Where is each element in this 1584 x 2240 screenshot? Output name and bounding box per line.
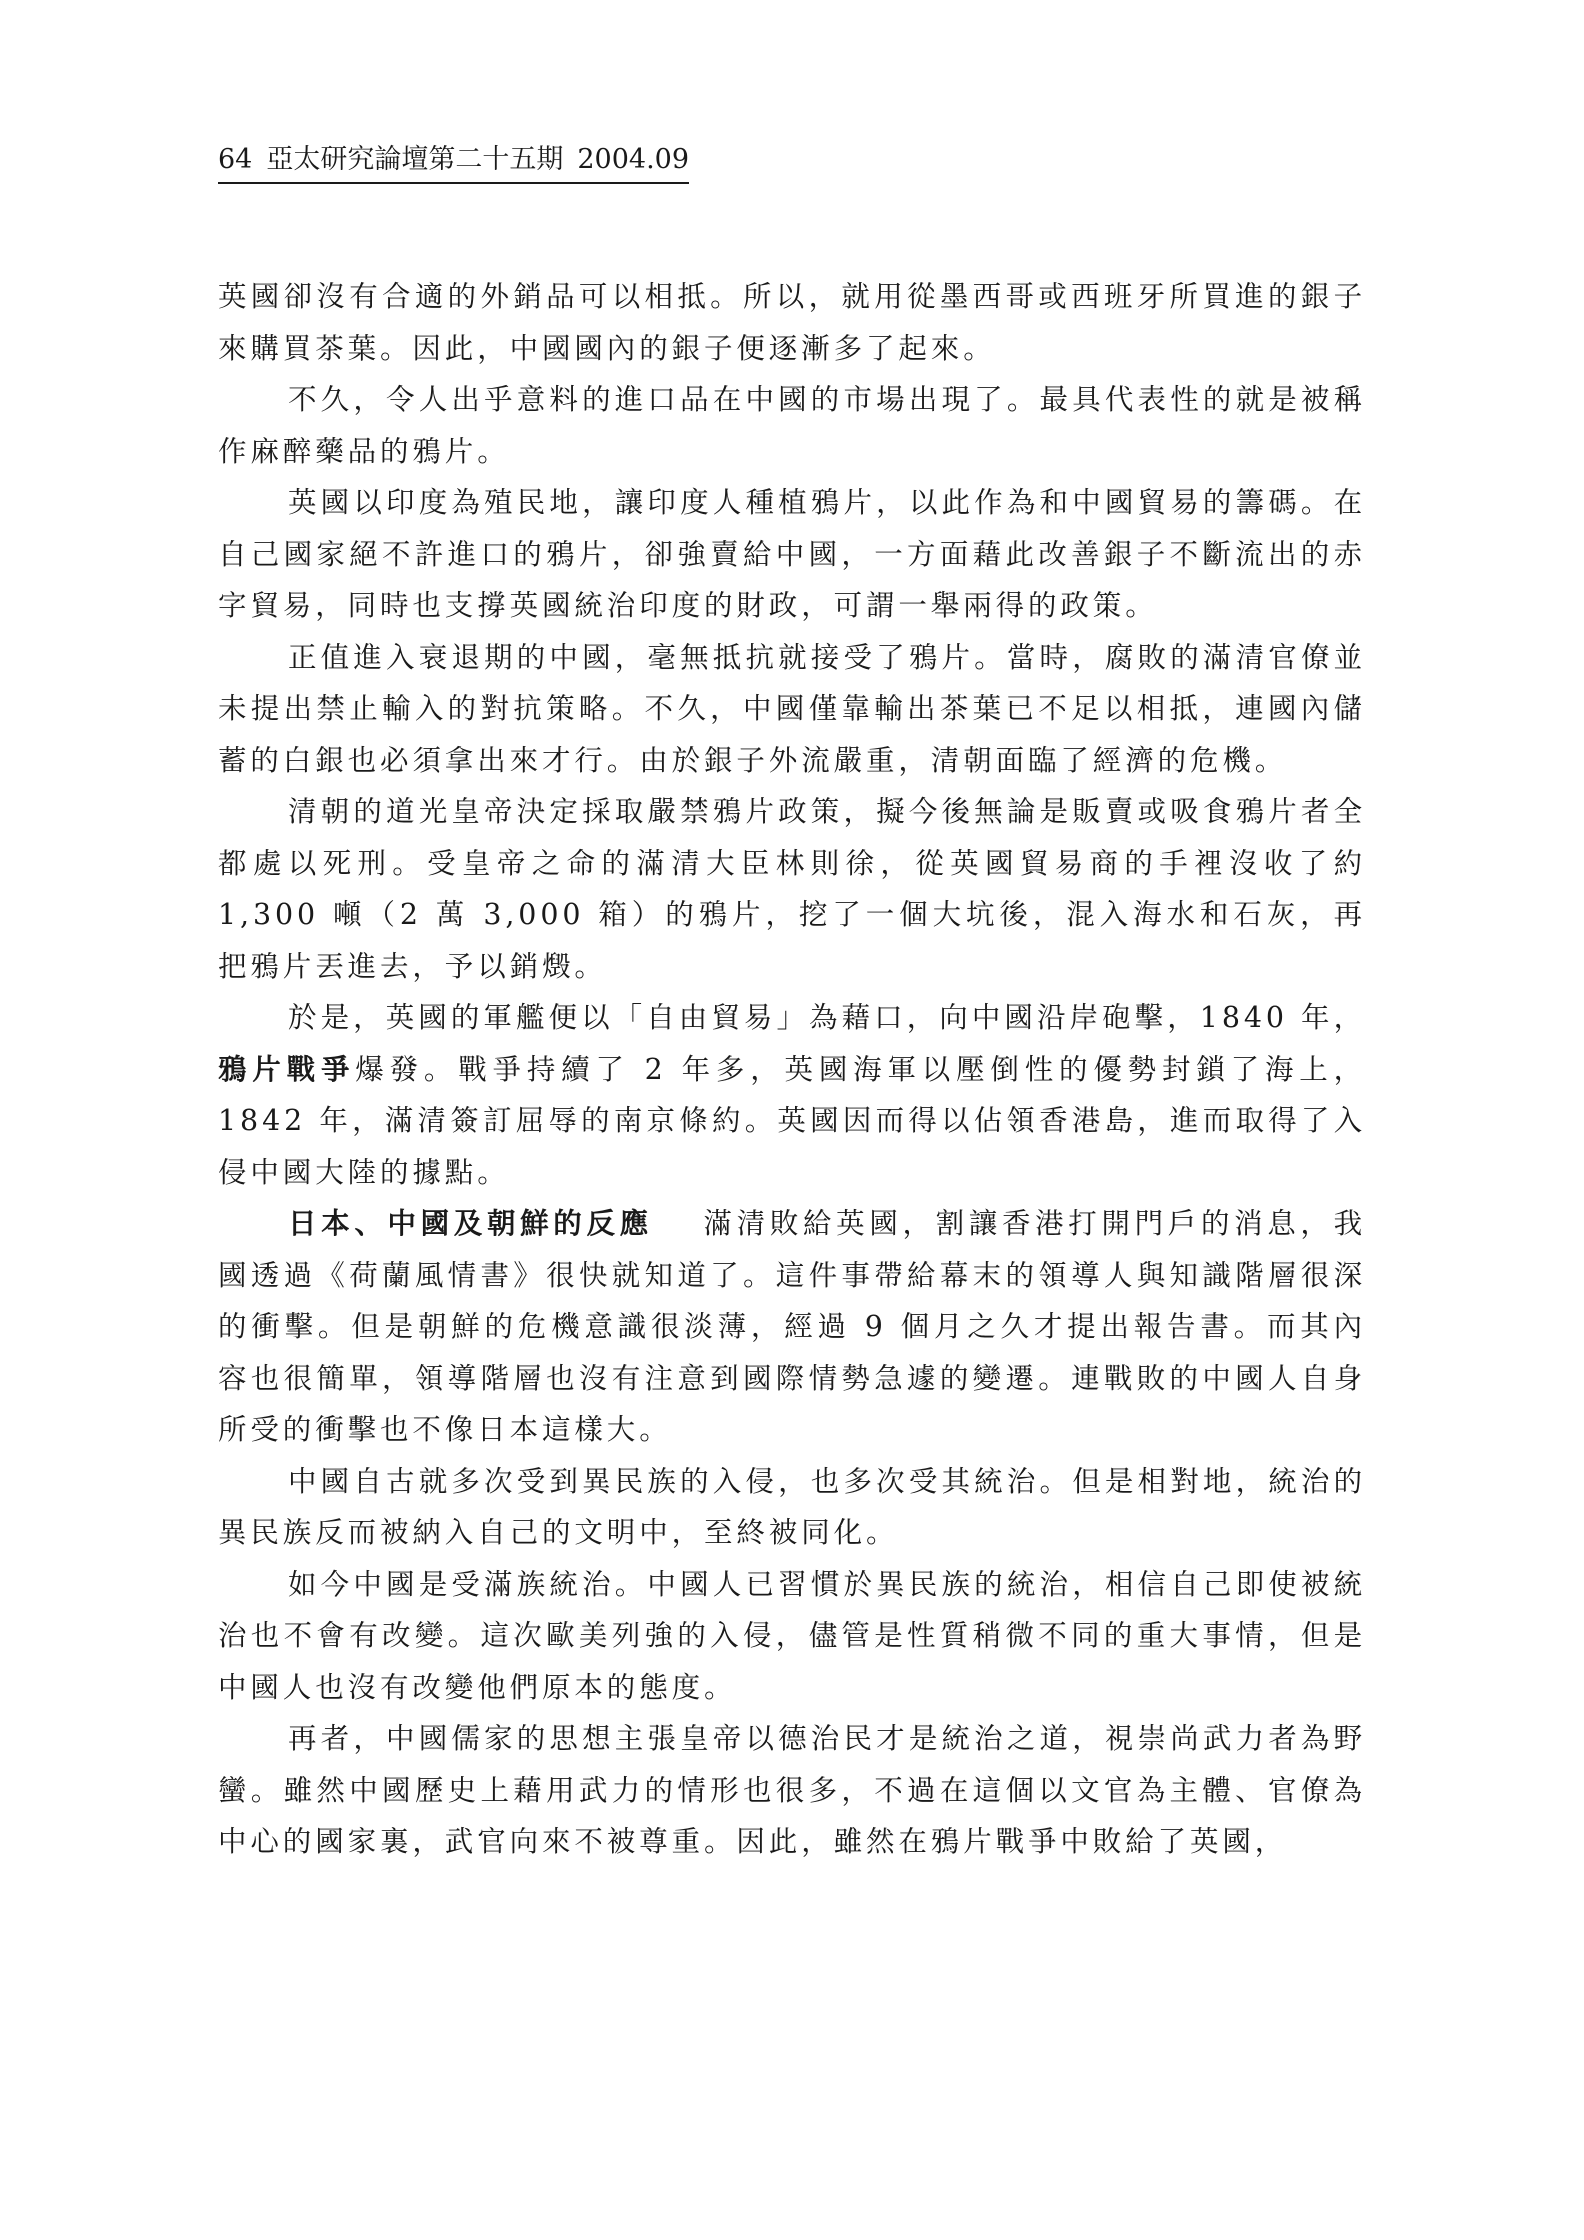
journal-title: 亞太研究論壇第二十五期: [266, 144, 564, 175]
paragraph: 不久，令人出乎意料的進口品在中國的市場出現了。最具代表性的就是被稱作麻醉藥品的鴉片。: [218, 383, 1366, 468]
running-header: [218, 142, 689, 184]
issue-date: 2004.09: [577, 144, 690, 175]
paragraph: 中國自古就多次受到異民族的入侵，也多次受其統治。但是相對地，統治的異民族反而被納入自己的文明中，至終被同化。: [218, 1464, 1366, 1549]
paragraph: 英國以印度為殖民地，讓印度人種植鴉片，以此作為和中國貿易的籌碼。在自己國家絕不許進口的鴉片，卻強賣給中國，一方面藉此改善銀子不斷流出的赤字貿易，同時也支撐英國統治印度的財政，可謂一舉兩得的政策。: [218, 486, 1366, 622]
paragraph: 如今中國是受滿族統治。中國人已習慣於異民族的統治，相信自己即使被統治也不會有改變。這次歐美列強的入侵，儘管是性質稍微不同的重大事情，但是中國人也沒有改變他們原本的態度。: [218, 1567, 1366, 1704]
paragraph: 於是，英國的軍艦便以「自由貿易」為藉口，向中國沿岸砲擊，1840 年，鴉片戰爭爆發。戰爭持續了 2 年多，英國海軍以壓倒性的優勢封鎖了海上，1842 年，滿清簽訂屈辱的南京條約。英國因而得以佔領香港島，進而取得了入侵中國大陸的據點。: [218, 1001, 1366, 1189]
page-number: 64: [218, 144, 253, 175]
paragraph: 正值進入衰退期的中國，毫無抵抗就接受了鴉片。當時，腐敗的滿清官僚並未提出禁止輸入的對抗策略。不久，中國僅靠輸出茶葉已不足以相抵，連國內儲蓄的白銀也必須拿出來才行。由於銀子外流嚴重，清朝面臨了經濟的危機。: [218, 640, 1366, 777]
paragraph: 英國卻沒有合適的外銷品可以相抵。所以，就用從墨西哥或西班牙所買進的銀子來購買茶葉。因此，中國國內的銀子便逐漸多了起來。: [218, 280, 1366, 365]
paragraph: 清朝的道光皇帝決定採取嚴禁鴉片政策，擬今後無論是販賣或吸食鴉片者全都處以死刑。受皇帝之命的滿清大臣林則徐，從英國貿易商的手裡沒收了約 1,300 噸（2 萬 3,000 箱）的鴉片，挖了一個大坑後，混入海水和石灰，再把鴉片丟進去，予以銷燬。: [218, 795, 1366, 983]
paragraph: 日本、中國及朝鮮的反應 滿清敗給英國，割讓香港打開門戶的消息，我國透過《荷蘭風情書》很快就知道了。這件事帶給幕末的領導人與知識階層很深的衝擊。但是朝鮮的危機意識很淡薄，經過 9 個月之久才提出報告書。而其內容也很簡單，領導階層也沒有注意到國際情勢急遽的變遷。連戰敗的中國人自身所受的衝擊也不像日本這樣大。: [218, 1206, 1366, 1446]
bold-term-opium-war: 鴉片戰爭: [218, 1051, 356, 1086]
section-heading: 日本、中國及朝鮮的反應: [288, 1206, 653, 1240]
paragraph: 再者，中國儒家的思想主張皇帝以德治民才是統治之道，視崇尚武力者為野蠻。雖然中國歷史上藉用武力的情形也很多，不過在這個以文官為主體、官僚為中心的國家裏，武官向來不被尊重。因此，雖然在鴉片戰爭中敗給了英國，: [218, 1722, 1366, 1858]
body-text: [218, 271, 1366, 1868]
